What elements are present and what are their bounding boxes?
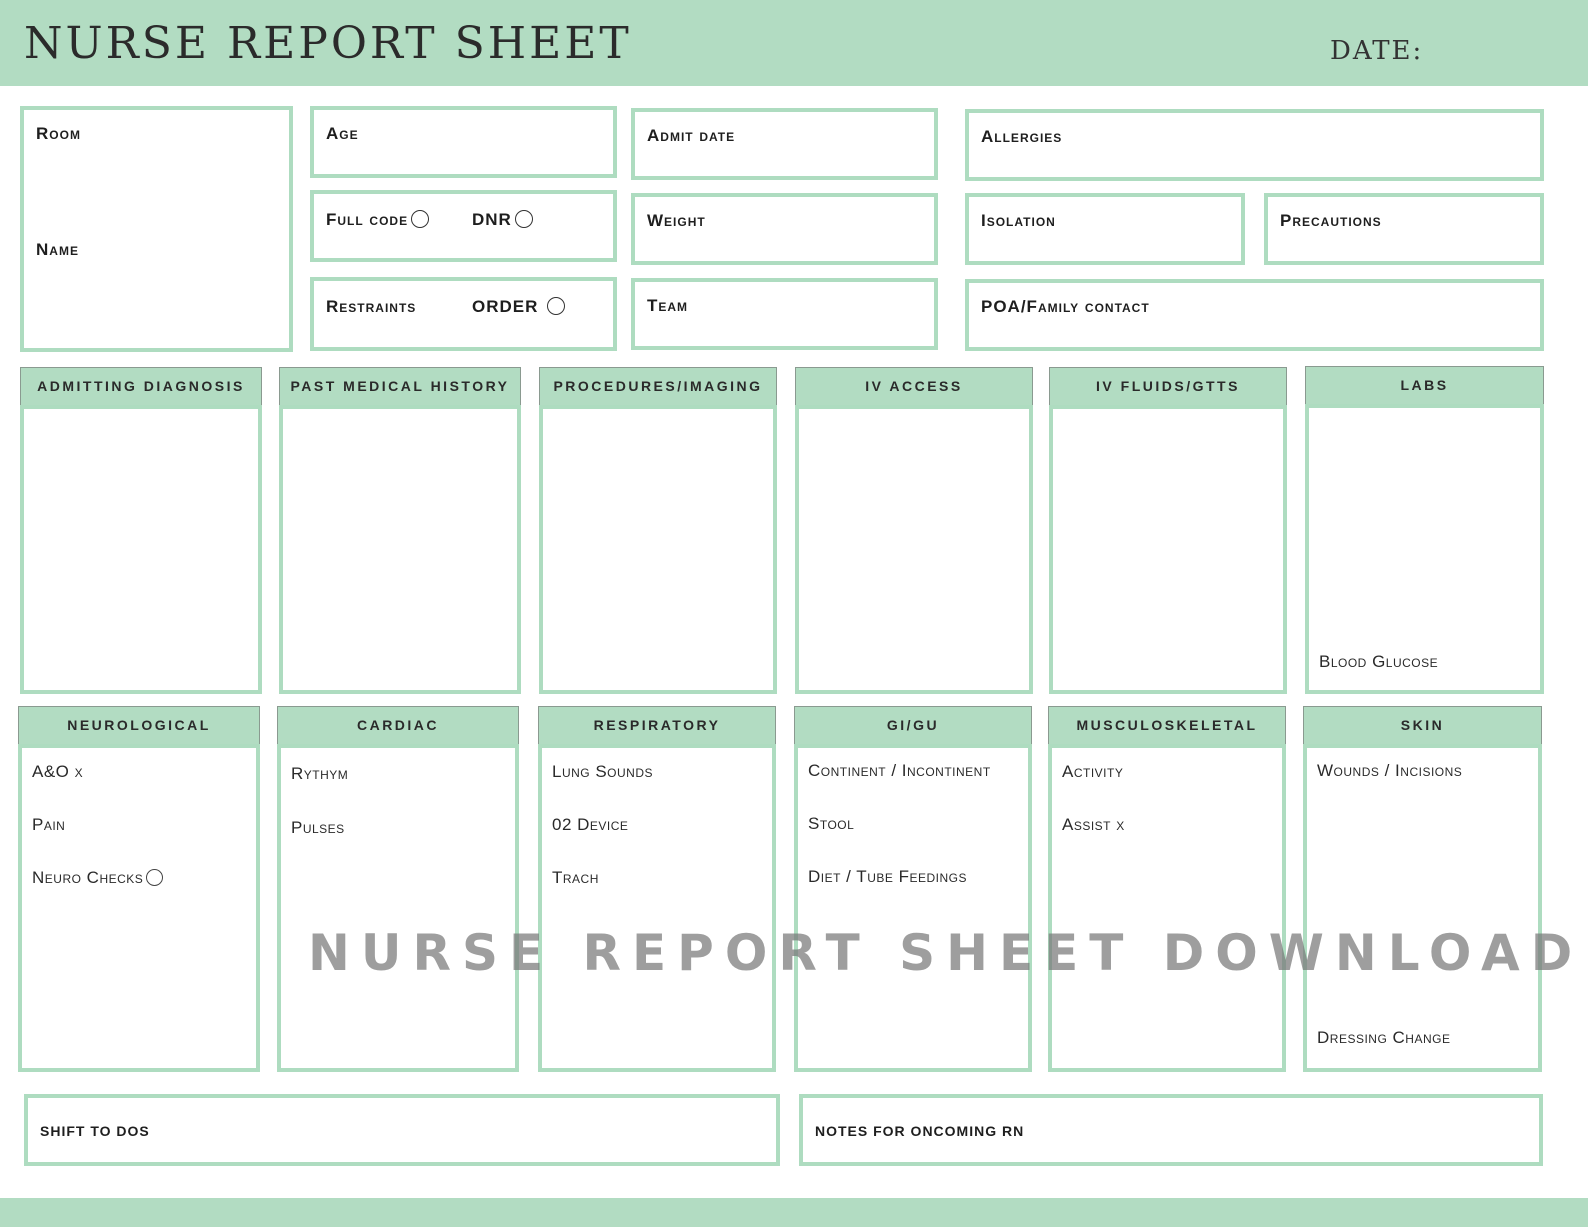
age-field[interactable] <box>310 106 617 178</box>
procedures-imaging-box[interactable] <box>539 405 777 694</box>
poa-contact-label: POA/Family contact <box>981 297 1150 316</box>
date-label: DATE: <box>1330 36 1424 66</box>
allergies-field[interactable] <box>965 109 1544 181</box>
pulses-label: Pulses <box>291 818 345 837</box>
respiratory-box[interactable] <box>538 744 776 1072</box>
restraints-label: Restraints <box>326 297 417 316</box>
respiratory-header: RESPIRATORY <box>538 706 776 746</box>
admit-date-field[interactable] <box>631 108 938 180</box>
isolation-label: Isolation <box>981 211 1056 230</box>
precautions-label: Precautions <box>1280 211 1382 230</box>
precautions-field[interactable] <box>1264 193 1544 265</box>
gi-gu-box[interactable] <box>794 744 1032 1072</box>
past-medical-history-header: PAST MEDICAL HISTORY <box>279 367 521 407</box>
notes-oncoming-field[interactable] <box>799 1094 1543 1166</box>
neuro-checks-text: Neuro Checks <box>32 868 144 887</box>
full-code-text: Full code <box>326 210 409 229</box>
iv-fluids-header: IV FLUIDS/GTTS <box>1049 367 1287 407</box>
skin-header: SKIN <box>1303 706 1542 746</box>
order-radio[interactable] <box>547 297 565 315</box>
room-name-field[interactable] <box>20 106 293 352</box>
full-code-radio[interactable] <box>411 210 429 228</box>
weight-field[interactable] <box>631 193 938 265</box>
age-label: Age <box>326 124 359 143</box>
neurological-box[interactable] <box>18 744 260 1072</box>
isolation-field[interactable] <box>965 193 1245 265</box>
iv-fluids-box[interactable] <box>1049 405 1287 694</box>
cardiac-header: CARDIAC <box>277 706 519 746</box>
room-label: Room <box>36 124 81 143</box>
trach-label: Trach <box>552 868 599 887</box>
skin-box[interactable] <box>1303 744 1542 1072</box>
musculoskeletal-box[interactable] <box>1048 744 1286 1072</box>
neuro-checks-label <box>32 868 163 888</box>
iv-access-box[interactable] <box>795 405 1033 694</box>
activity-label: Activity <box>1062 762 1124 781</box>
dressing-change-label: Dressing Change <box>1317 1028 1451 1047</box>
lung-sounds-label: Lung Sounds <box>552 762 654 781</box>
neurological-header: NEUROLOGICAL <box>18 706 260 746</box>
cardiac-box[interactable] <box>277 744 519 1072</box>
gi-gu-header: GI/GU <box>794 706 1032 746</box>
o2-device-label: 02 Device <box>552 815 629 834</box>
assist-label: Assist x <box>1062 815 1125 834</box>
notes-oncoming-label: NOTES FOR ONCOMING RN <box>815 1123 1025 1139</box>
admitting-diagnosis-header: ADMITTING DIAGNOSIS <box>20 367 262 407</box>
header-bar <box>0 0 1588 86</box>
diet-label: Diet / Tube Feedings <box>808 867 967 886</box>
admitting-diagnosis-box[interactable] <box>20 405 262 694</box>
order-text: ORDER <box>472 297 539 316</box>
rhythm-label: Rythym <box>291 764 349 783</box>
team-field[interactable] <box>631 278 938 350</box>
name-label: Name <box>36 240 79 259</box>
stool-label: Stool <box>808 814 855 833</box>
team-label: Team <box>647 296 689 315</box>
shift-todos-label: SHIFT TO DOS <box>40 1123 150 1139</box>
dnr-label <box>472 210 533 230</box>
pain-label: Pain <box>32 815 66 834</box>
allergies-label: Allergies <box>981 127 1063 146</box>
ao-label: A&O x <box>32 762 84 781</box>
footer-bar <box>0 1198 1588 1227</box>
weight-label: Weight <box>647 211 706 230</box>
dnr-radio[interactable] <box>515 210 533 228</box>
watermark-text: NURSE REPORT SHEET DOWNLOAD <box>308 924 1584 982</box>
full-code-label <box>326 210 429 230</box>
iv-access-header: IV ACCESS <box>795 367 1033 407</box>
admit-date-label: Admit date <box>647 126 736 145</box>
labs-header: LABS <box>1305 366 1544 406</box>
code-status-field <box>310 190 617 262</box>
procedures-imaging-header: PROCEDURES/IMAGING <box>539 367 777 407</box>
poa-contact-field[interactable] <box>965 279 1544 351</box>
wounds-label: Wounds / Incisions <box>1317 761 1463 780</box>
past-medical-history-box[interactable] <box>279 405 521 694</box>
labs-box[interactable] <box>1305 404 1544 694</box>
restraints-field <box>310 277 617 351</box>
blood-glucose-label: Blood Glucose <box>1319 652 1439 671</box>
dnr-text: DNR <box>472 210 512 229</box>
musculoskeletal-header: MUSCULOSKELETAL <box>1048 706 1286 746</box>
neuro-checks-radio[interactable] <box>146 869 163 886</box>
continent-label: Continent / Incontinent <box>808 761 991 780</box>
shift-todos-field[interactable] <box>24 1094 780 1166</box>
page-title: NURSE REPORT SHEET <box>24 18 632 69</box>
order-label <box>472 297 565 317</box>
